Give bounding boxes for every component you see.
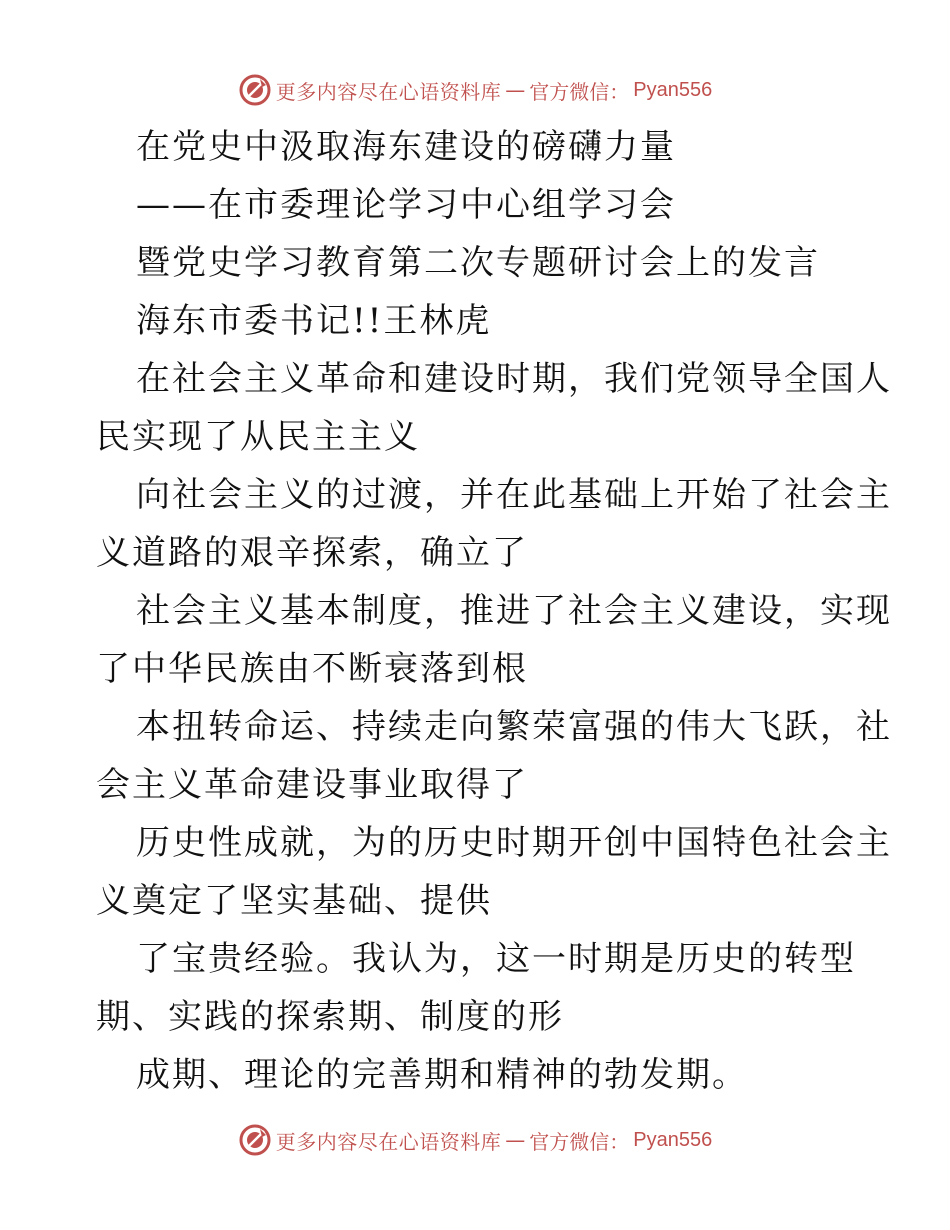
document-title: 在党史中汲取海东建设的磅礴力量	[136, 127, 676, 167]
banner-dash: —	[505, 1128, 526, 1152]
paragraph-line: 民实现了从民主主义	[96, 417, 420, 457]
footer-banner	[0, 1120, 950, 1160]
header-banner-inner	[238, 73, 712, 107]
banner-wechat-label: 官方微信：	[529, 1129, 630, 1154]
logo-icon	[238, 73, 272, 107]
paragraph-line: 义道路的艰辛探索，确立了	[96, 533, 528, 573]
paragraph-line: 义奠定了坚实基础、提供	[96, 881, 492, 921]
banner-wechat-label: 官方微信：	[529, 79, 630, 104]
document-body	[96, 118, 892, 1104]
banner-text: 更多内容尽在心语资料库	[275, 1129, 502, 1154]
paragraph-line: 了宝贵经验。我认为，这一时期是历史的转型	[136, 939, 856, 979]
banner-dash: —	[505, 78, 526, 102]
paragraph-line: 了中华民族由不断衰落到根	[96, 649, 528, 689]
paragraph-line: 成期、理论的完善期和精神的勃发期。	[136, 1055, 748, 1095]
footer-banner-inner	[238, 1123, 712, 1157]
paragraph-line: 社会主义基本制度，推进了社会主义建设，实现	[136, 591, 892, 631]
paragraph-line: 历史性成就，为的历史时期开创中国特色社会主	[136, 823, 892, 863]
header-banner	[0, 70, 950, 110]
document-subtitle-1: ——在市委理论学习中心组学习会	[136, 185, 676, 225]
document-author: 海东市委书记!!王林虎	[136, 301, 492, 341]
paragraph-line: 本扭转命运、持续走向繁荣富强的伟大飞跃，社	[136, 707, 892, 747]
document-subtitle-2: 暨党史学习教育第二次专题研讨会上的发言	[136, 243, 820, 283]
paragraph-line: 会主义革命建设事业取得了	[96, 765, 528, 805]
paragraph-line: 向社会主义的过渡，并在此基础上开始了社会主	[136, 475, 892, 515]
banner-wechat-id: Pyan556	[633, 1128, 713, 1151]
paragraph-line: 在社会主义革命和建设时期，我们党领导全国人	[136, 359, 892, 399]
logo-icon	[238, 1123, 272, 1157]
paragraph-line: 期、实践的探索期、制度的形	[96, 997, 564, 1037]
banner-text: 更多内容尽在心语资料库	[275, 79, 502, 104]
banner-wechat-id: Pyan556	[633, 78, 713, 101]
